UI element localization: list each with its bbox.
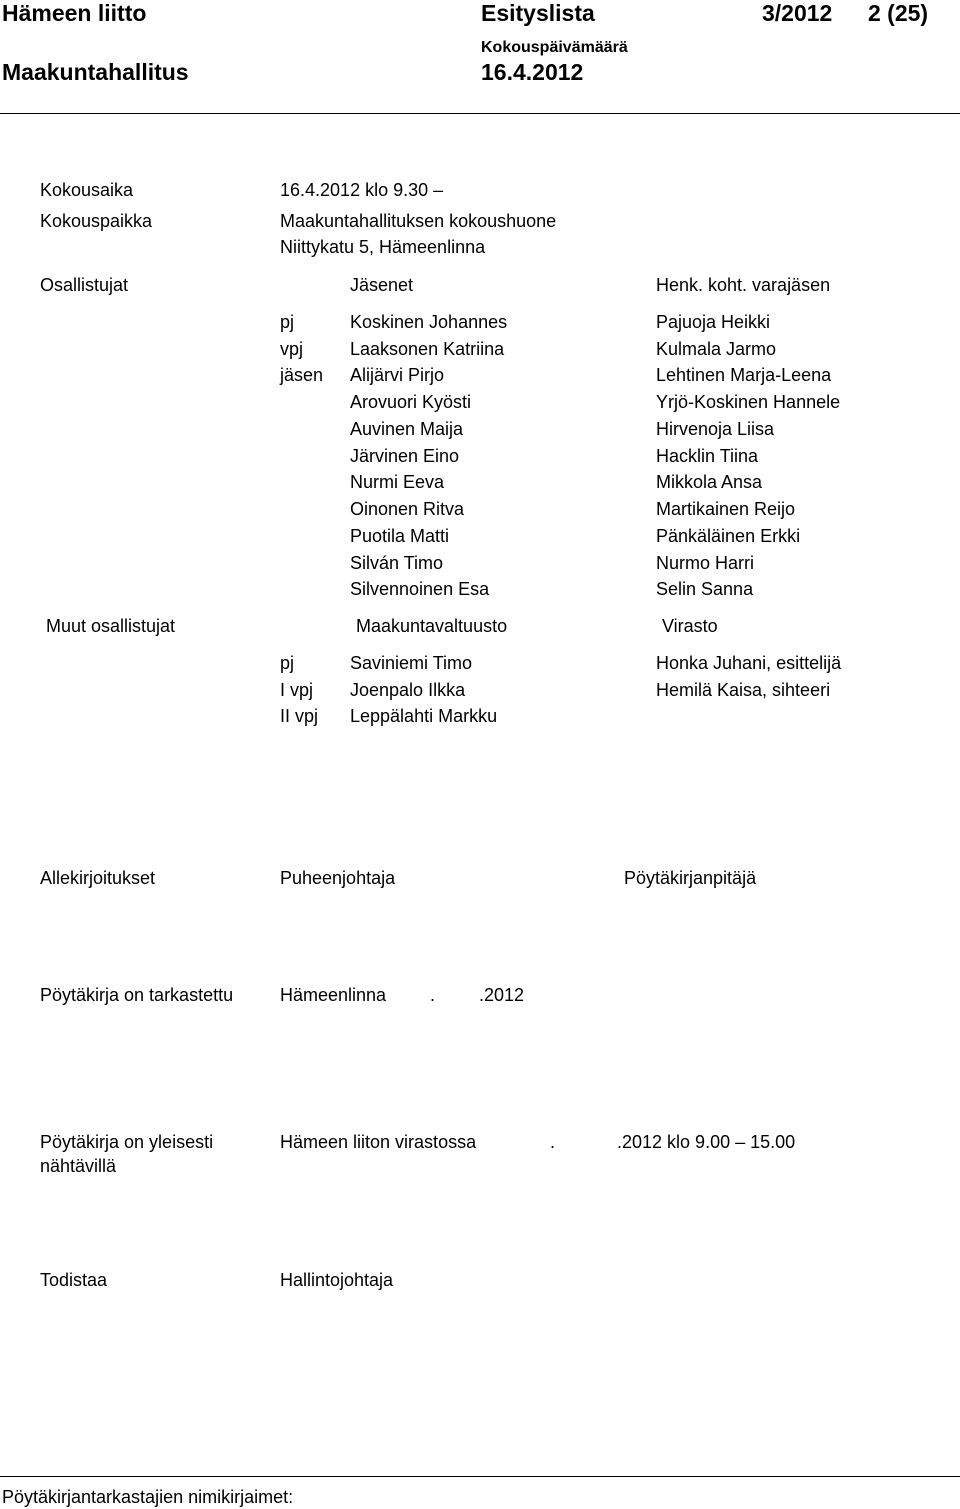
council-member-name: Leppälahti Markku [350,706,498,726]
checked-place: Hämeenlinna [280,985,387,1005]
member-role: jäsen [280,365,324,385]
public-place: Hämeen liiton virastossa [280,1132,477,1152]
member-name: Puotila Matti [350,526,450,546]
meeting-place-line2: Niittykatu 5, Hämeenlinna [280,237,486,257]
office-header: Virasto [662,616,718,636]
initials-label: Pöytäkirjantarkastajien nimikirjaimet: [2,1487,294,1507]
meeting-time-value: 16.4.2012 klo 9.30 – [280,180,444,200]
chair-title: Puheenjohtaja [280,868,396,888]
deputy-name: Mikkola Ansa [656,472,763,492]
office-member-name: Hemilä Kaisa, sihteeri [656,680,831,700]
member-role: vpj [280,339,304,359]
member-name: Silvennoinen Esa [350,579,490,599]
deputy-name: Pänkäläinen Erkki [656,526,801,546]
org-name: Hämeen liitto [2,0,147,26]
member-name: Nurmi Eeva [350,472,445,492]
council-role: I vpj [280,680,314,700]
date-label: Kokouspäivämäärä [481,39,628,56]
deputy-name: Selin Sanna [656,579,754,599]
public-date-day: . [550,1132,556,1152]
checked-label: Pöytäkirja on tarkastettu [40,985,234,1005]
certify-title: Hallintojohtaja [280,1270,394,1290]
checked-date-day: . [430,985,436,1005]
header-divider [0,113,960,114]
public-time: .2012 klo 9.00 – 15.00 [617,1132,796,1152]
council-role: II vpj [280,706,319,726]
meeting-place-label: Kokouspaikka [40,211,153,231]
secretary-title: Pöytäkirjanpitäjä [624,868,757,888]
checked-date-year: .2012 [479,985,525,1005]
deputy-name: Kulmala Jarmo [656,339,777,359]
council-member-name: Joenpalo Ilkka [350,680,466,700]
document-number: 3/2012 [762,0,833,26]
deputy-name: Hirvenoja Liisa [656,419,775,439]
member-role: pj [280,312,295,332]
council-member-name: Saviniemi Timo [350,653,473,673]
document-type: Esityslista [481,0,595,26]
member-name: Oinonen Ritva [350,499,465,519]
member-name: Järvinen Eino [350,446,460,466]
deputy-name: Martikainen Reijo [656,499,796,519]
other-participants-label: Muut osallistujat [46,616,176,636]
public-label-line2: nähtävillä [40,1156,117,1176]
page-number: 2 (25) [868,0,929,26]
body-name: Maakuntahallitus [2,59,189,85]
deputy-name: Pajuoja Heikki [656,312,771,332]
deputy-name: Nurmo Harri [656,553,755,573]
member-name: Arovuori Kyösti [350,392,472,412]
member-name: Laaksonen Katriina [350,339,505,359]
council-role: pj [280,653,295,673]
members-header: Jäsenet [350,275,414,295]
deputies-header: Henk. koht. varajäsen [656,275,831,295]
meeting-time-label: Kokousaika [40,180,134,200]
council-header: Maakuntavaltuusto [356,616,508,636]
member-name: Auvinen Maija [350,419,464,439]
member-name: Koskinen Johannes [350,312,508,332]
footer-divider [0,1476,960,1477]
deputy-name: Hacklin Tiina [656,446,759,466]
member-name: Alijärvi Pirjo [350,365,445,385]
member-name: Silván Timo [350,553,444,573]
deputy-name: Lehtinen Marja-Leena [656,365,832,385]
certify-label: Todistaa [40,1270,108,1290]
meeting-place-line1: Maakuntahallituksen kokoushuone [280,211,557,231]
meeting-date: 16.4.2012 [481,59,584,85]
deputy-name: Yrjö-Koskinen Hannele [656,392,841,412]
signatures-label: Allekirjoitukset [40,868,156,888]
public-label-line1: Pöytäkirja on yleisesti [40,1132,214,1152]
office-member-name: Honka Juhani, esittelijä [656,653,842,673]
participants-label: Osallistujat [40,275,129,295]
